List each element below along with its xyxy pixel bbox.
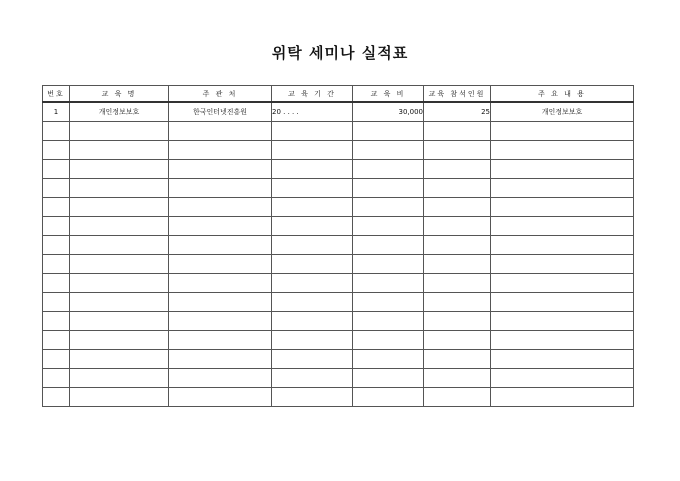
cell-main-content[interactable] [491,350,634,369]
cell-main-content[interactable] [491,331,634,350]
cell-course-name[interactable] [70,369,169,388]
cell-period[interactable] [272,141,353,160]
cell-period[interactable] [272,293,353,312]
cell-number[interactable] [43,274,70,293]
table-row [43,369,634,388]
cell-cost[interactable]: 30,000 [353,102,424,122]
cell-main-content[interactable] [491,312,634,331]
document-title: 위탁 세미나 실적표 [271,44,409,62]
cell-period[interactable] [272,255,353,274]
cell-number[interactable] [43,141,70,160]
table-row [43,217,634,236]
cell-period[interactable] [272,369,353,388]
cell-attendees[interactable] [424,369,491,388]
table-body [43,102,634,407]
cell-attendees[interactable] [424,388,491,407]
cell-number[interactable] [43,179,70,198]
cell-attendees[interactable] [424,350,491,369]
cell-course-name[interactable] [70,160,169,179]
cell-organizer[interactable] [169,160,272,179]
table-row [43,102,634,122]
cell-course-name[interactable] [70,141,169,160]
cell-course-name[interactable] [70,350,169,369]
cell-organizer[interactable] [169,255,272,274]
cell-course-name[interactable] [70,293,169,312]
cell-organizer[interactable] [169,274,272,293]
cell-period[interactable] [272,217,353,236]
cell-main-content[interactable] [491,388,634,407]
cell-organizer[interactable] [169,331,272,350]
cell-number[interactable] [43,312,70,331]
table-row [43,122,634,141]
cell-course-name[interactable] [70,217,169,236]
cell-attendees[interactable] [424,274,491,293]
cell-course-name[interactable]: 개인정보보호 [70,102,169,122]
table-row [43,179,634,198]
header-course-name: 교 육 명 [70,86,169,103]
cell-main-content[interactable] [491,274,634,293]
cell-period[interactable] [272,122,353,141]
cell-number[interactable] [43,350,70,369]
cell-cost[interactable] [353,312,424,331]
header-cost: 교 육 비 [353,86,424,103]
cell-main-content[interactable] [491,198,634,217]
table-row [43,293,634,312]
cell-period[interactable] [272,331,353,350]
table-row [43,236,634,255]
cell-organizer[interactable] [169,179,272,198]
cell-number[interactable] [43,369,70,388]
cell-cost[interactable] [353,255,424,274]
cell-organizer[interactable] [169,350,272,369]
cell-cost[interactable] [353,179,424,198]
cell-period[interactable] [272,350,353,369]
cell-number[interactable] [43,198,70,217]
cell-number[interactable] [43,160,70,179]
cell-number[interactable]: 1 [43,102,70,122]
cell-number[interactable] [43,122,70,141]
cell-attendees[interactable]: 25 [424,102,491,122]
cell-course-name[interactable] [70,331,169,350]
cell-attendees[interactable] [424,141,491,160]
cell-period[interactable] [272,179,353,198]
cell-period[interactable] [272,312,353,331]
cell-organizer[interactable] [169,141,272,160]
cell-main-content[interactable] [491,255,634,274]
cell-period[interactable] [272,198,353,217]
cell-main-content[interactable] [491,122,634,141]
cell-organizer[interactable] [169,236,272,255]
cell-organizer[interactable] [169,293,272,312]
cell-course-name[interactable] [70,236,169,255]
cell-period[interactable]: 20 . . . . [272,102,353,122]
cell-main-content[interactable] [491,293,634,312]
cell-period[interactable] [272,236,353,255]
header-period: 교 육 기 간 [272,86,353,103]
cell-cost[interactable] [353,293,424,312]
cell-attendees[interactable] [424,312,491,331]
cell-period[interactable] [272,274,353,293]
cell-cost[interactable] [353,236,424,255]
cell-attendees[interactable] [424,236,491,255]
header-main-content: 주 요 내 용 [491,86,634,103]
cell-number[interactable] [43,331,70,350]
cell-cost[interactable] [353,141,424,160]
cell-organizer[interactable] [169,217,272,236]
cell-cost[interactable] [353,350,424,369]
cell-period[interactable] [272,160,353,179]
cell-course-name[interactable] [70,198,169,217]
table-row [43,198,634,217]
cell-organizer[interactable] [169,198,272,217]
cell-cost[interactable] [353,160,424,179]
cell-main-content[interactable] [491,179,634,198]
cell-number[interactable] [43,236,70,255]
table-row [43,388,634,407]
cell-cost[interactable] [353,331,424,350]
cell-cost[interactable] [353,274,424,293]
cell-attendees[interactable] [424,293,491,312]
cell-attendees[interactable] [424,255,491,274]
cell-course-name[interactable] [70,122,169,141]
cell-attendees[interactable] [424,122,491,141]
cell-organizer[interactable] [169,388,272,407]
table-row [43,331,634,350]
cell-organizer[interactable] [169,369,272,388]
header-organizer: 주 관 처 [169,86,272,103]
cell-main-content[interactable] [491,141,634,160]
table-row [43,160,634,179]
table-header-row [43,86,634,103]
cell-cost[interactable] [353,369,424,388]
cell-number[interactable] [43,293,70,312]
cell-organizer[interactable] [169,122,272,141]
header-number: 번호 [43,86,70,103]
cell-attendees[interactable] [424,217,491,236]
cell-number[interactable] [43,388,70,407]
cell-main-content[interactable] [491,160,634,179]
table-row [43,274,634,293]
cell-cost[interactable] [353,217,424,236]
cell-main-content[interactable] [491,236,634,255]
cell-organizer[interactable]: 한국인터넷진흥원 [169,102,272,122]
cell-attendees[interactable] [424,160,491,179]
table-row [43,312,634,331]
cell-attendees[interactable] [424,198,491,217]
table-row [43,350,634,369]
seminar-results-table [42,85,634,407]
cell-course-name[interactable] [70,179,169,198]
cell-main-content[interactable] [491,217,634,236]
cell-number[interactable] [43,217,70,236]
cell-course-name[interactable] [70,255,169,274]
table-row [43,255,634,274]
cell-course-name[interactable] [70,274,169,293]
cell-attendees[interactable] [424,179,491,198]
cell-main-content[interactable] [491,369,634,388]
header-attendees: 교육 참석인원 [424,86,491,103]
cell-period[interactable] [272,388,353,407]
cell-number[interactable] [43,255,70,274]
cell-course-name[interactable] [70,388,169,407]
cell-organizer[interactable] [169,312,272,331]
cell-cost[interactable] [353,388,424,407]
cell-cost[interactable] [353,198,424,217]
cell-course-name[interactable] [70,312,169,331]
cell-attendees[interactable] [424,331,491,350]
cell-main-content[interactable]: 개인정보보호 [491,102,634,122]
table-row [43,141,634,160]
cell-cost[interactable] [353,122,424,141]
